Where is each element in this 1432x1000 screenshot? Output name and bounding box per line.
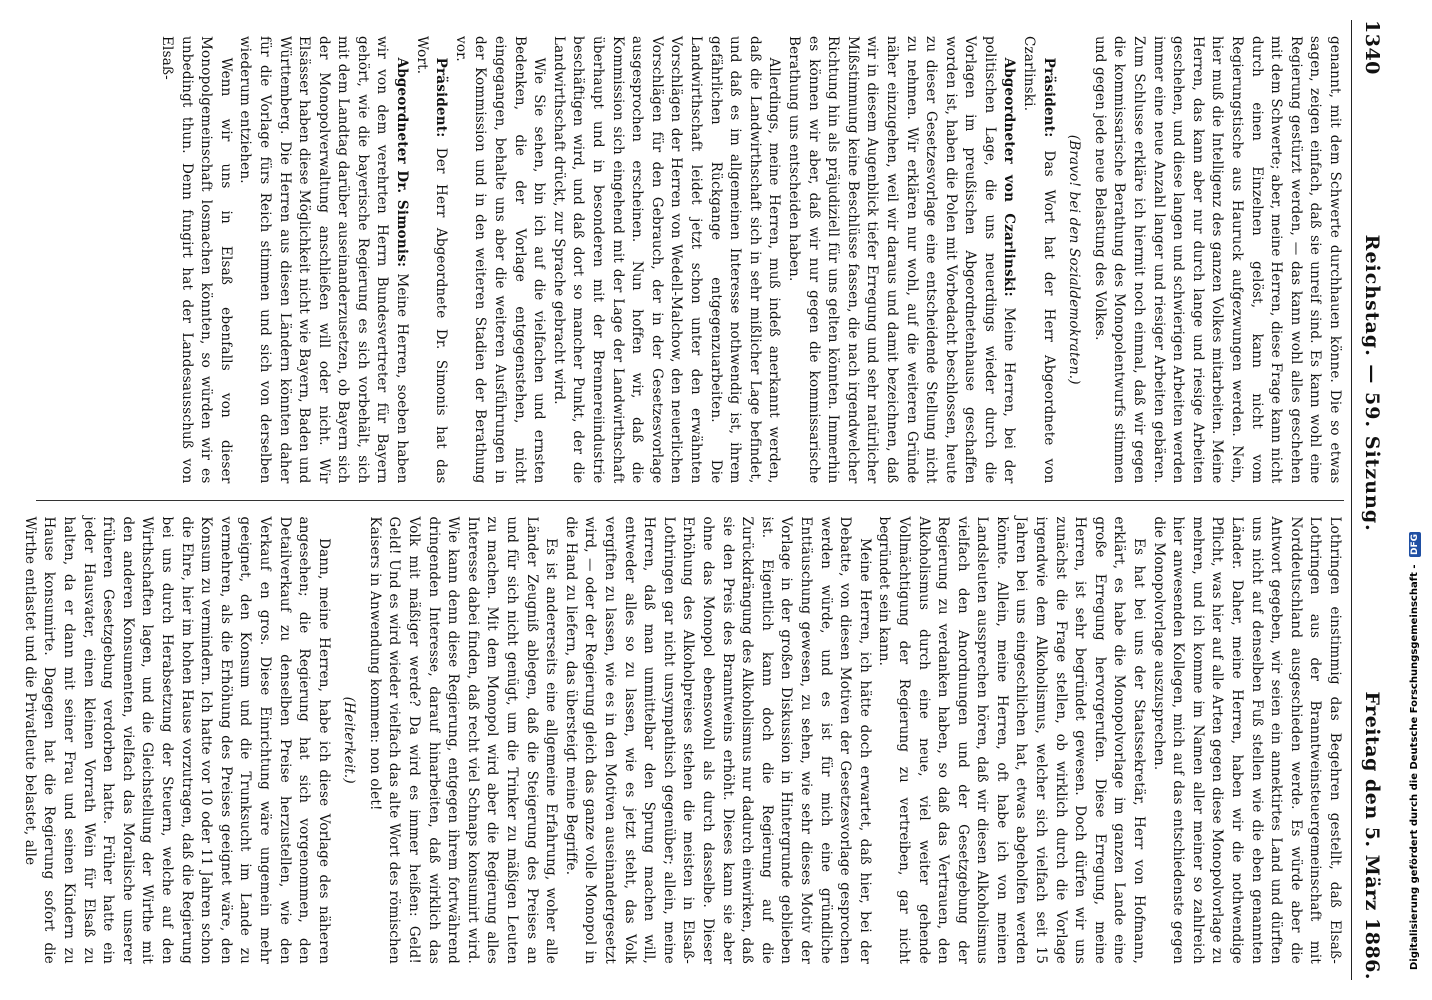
text-columns <box>21 20 1344 980</box>
page-header <box>1351 20 1392 980</box>
paragraph: Lothringen einstimmig das Begehren gestellt, daß Elsaß-Lothringen aus der Branntweinsteuergemeinschaft mit Norddeutschland ausgeschieden werde. Es würde aber die Antwort gegeben, wir seien ein annektirtes Land und dürften uns nicht auf denselben Fuß stellen wie die eben genannten Länder. Daher, meine Herren, haben wir die nothwendige Pflicht, was hier auf alle Arten gegen diese Monopolvorlage zu mehren, und ich komme im Namen aller meiner so zahlreich hier anwesenden Kollegen, mich auf das entschiedenste gegen die Monopolvorlage auszusprechen. <box>1150 516 1343 964</box>
paragraph: Es hat bei uns der Staatssekretär, Herr von Hofmann, erklärt, es habe die Monopolvorlage im ganzen Lande eine große Erregung hervorgerufen. Diese Erregung, meine Herren, ist sehr begründet gewesen. Doch dürfen wir uns zunächst die Frage stellen, ob wirklich durch die Vorlage irgendwie dem Alkoholismus, welcher sich vielfach seit 15 Jahren bei uns eingeschlichen hat, etwas abgeholfen werden könnte. Allein, meine Herren, oft habe ich von meinen Landsleuten aussprechen hören, daß wir diesen Alkoholismus vielfach den Anordnungen und der Gesetzgebung der Regierung zu verdanken haben, so daß das Vertrauen, den Alkoholismus durch eine neue, viel weiter gehende Vollmächtigung der Regierung zu vertreiben, gar nicht begründet sein kann. <box>876 516 1148 964</box>
paragraph: Dann, meine Herren, habe ich diese Vorlage des näheren angesehen; die Regierung hat sich vorgenommen, den Detailverkauf zu denselben Preise herzustellen, wie den Verkauf en gros. Diese Einrichtung wäre ungemein mehr geeignet, den Konsum und die Trunksucht im Lande zu vermehren, als die Erhöhung des Preises geeignet wäre, den Konsum zu vermindern. Ich hatte vor 10 oder 11 Jahren schon die Ehre, hier im hohen Hause vorzutragen, daß die Regierung bei uns durch Herabsetzung der Steuern, welche auf den Wirthschaften lagen, und die Gleichstellung der Wirthe mit den anderen Konsumenten, vielfach das Moralische unserer früheren Gesetzgebung verdorben hatte. Früher hatte ein jeder Hausvater, einen kleinen Vorrath Wein für Elsaß zu halten, da er dann mit seiner Frau und seinen Kindern zu Hause konsumirte. Dagegen hat die Regierung sofort die Wirthe entlastet und die Privatleute belastet, alle <box>21 516 332 964</box>
page-number: 1340 <box>1361 20 1383 75</box>
speaker-label: Abgeordneter von Czarlinski: <box>1001 57 1018 297</box>
dfg-logo: DFG <box>1410 533 1420 555</box>
scanned-page <box>20 0 1400 1000</box>
paragraph: Allerdings, meine Herren, muß indeß anerkannt werden, daß die Landwirthschaft sich in sehr mißlicher Lage befindet, und daß es im allgemeinen Interesse nothwendig ist, ihrem gefährlichen Rückgange entgegenzuarbeiten. Die Landwirthschaft leidet jetzt schon unter den erwähnten Vorschlägen der Herren von Wedell-Malchow, den neuerlichen Vorschlägen für den Gebrauch, der in der Gesetzesvorlage ausgesprochen erscheinen. Nun hoffen wir, daß die Kommission sich eingehend mit der Lage der Landwirthschaft überhaupt und in besonderen mit der Brennereiindustrie beschäftigen wird, und daß dort so mancher Punkt, der die Landwirthschaft drückt, zur Sprache gebracht wird. <box>550 36 783 484</box>
funding-note <box>1409 532 1421 970</box>
paragraph: Wie Sie sehen, bin ich auf die vielfachen und ernsten Bedenken, die der Vorlage entgegenstehen, nicht eingegangen, behalte uns aber die weiteren Ausführungen in der Kommission und in den weiteren Stadien der Berathung vor. <box>452 36 548 484</box>
paragraph: Meine Herren, soeben haben wir von dem verehrten Herrn Bundesvertreter für Bayern gehört, wie die bayerische Regierung es sich vorbehält, sich mit dem Landtag darüber auseinanderzusetzen, ob Bayern sich der Monopolverwaltung anschließen will oder nicht. Wir Elsässer haben diese Möglichkeit nicht wie Bayern, Baden und Württemberg. Die Herren aus diesen Ländern könnten daher für die Vorlage fürs Reich stimmen und sich von derselben wiederum entziehen. <box>237 36 411 484</box>
session-title: Reichstag. — 59. Sitzung. <box>1361 234 1383 532</box>
paragraph: Meine Herren, ich hätte doch erwartet, daß hier, bei der Debatte, von diesen Motiven der Gesetzesvorlage gesprochen werden würde, und es ist für mich eine gründliche Enttäuschung gewesen, zu sehen, wie sehr dieses Motiv der Vorlage in der großen Diskussion in Hintergrunde geblieben ist. Eigentlich kann doch die Regierung auf die Zurückdrängung des Alkoholismus nur dadurch einwirken, daß sie den Preis des Branntweins erhöht. Dieses kann sie aber ohne das Monopol ebensowohl als durch dasselbe. Dieser Erhöhung des Alkoholpreises stehen die meisten in Elsaß-Lothringen gar nicht unsympathisch gegenüber; allein, meine Herren, daß man unmittelbar den Sprung machen will, entweder alles so zu lassen, wie es jetzt steht, das Volk vergiften zu lassen, wie es in den Motiven auseinandergesetzt wird, — oder der Regierung gleich das ganze volle Monopol in die Hand zu liefern, das übersteigt meine Begriffe. <box>562 516 873 964</box>
dfg-sidebar <box>1404 10 1426 970</box>
left-column <box>36 20 1344 500</box>
funding-text: Digitalisierung gefördert durch die Deutsche Forschungsgemeinschaft - <box>1409 564 1420 970</box>
speaker-text: Der Herr Abgeordnete Dr. Simonis hat das Wort. <box>413 36 450 484</box>
session-date: Freitag den 5. März 1886. <box>1361 691 1383 980</box>
paragraph: Meine Herren, bei der politischen Lage, die uns neuerdings wieder durch die Vorlagen im preußischen Abgeordnetenhause geschaffen worden ist, haben die Polen mit Vorbedacht beschlossen, heute zu dieser Gesetzesvorlage eine entscheidende Stellung nicht zu nehmen. Wir erklären nur wohl, auf die weiteren Gründe näher einzugehen, weil wir daraus und damit bezeichnen, daß wir in diesem Augenblick tiefer Erregung und sehr natürlicher Mißstimmung keine Beschlüsse fassen, die nach irgendwelcher Richtung hin als präjudiziell für uns gelten könnten. Immerhin es können wir aber, daß wir nur gegen die kommissarische Berathung uns entscheiden haben. <box>785 36 1018 484</box>
laughter-note: (Heiterkeit.) <box>341 696 358 784</box>
paragraph: genannt, mit dem Schwerte durchhauen könne. Die so etwas sagen, zeigen einfach, daß sie unreif sind. Es kann wohl eine Regierung gestürzt werden, — das kann wohl alles geschehen mit dem Schwerte; aber, meine Herren, diese Frage kann nicht durch einen Einzelnen gelöst, kann nicht vom Regierungstische aus Hauruck aufgezwungen werden. Nein, hier muß die Intelligenz des ganzen Volkes mitarbeiten. Meine Herren, das kann aber nur durch lange und riesige Arbeiten geschehen, und diese langen und schwierigen Arbeiten werden immer eine neue Anzahl langer und riesiger Arbeiten gebären. Zum Schlusse erkläre ich hiermit noch einmal, daß wir gegen die kommissarische Berathung des Monopolentwurfs stimmen und gegen jede neue Belastung des Volkes. <box>1091 36 1343 484</box>
speaker-label: Präsident: <box>433 57 450 138</box>
right-column <box>21 500 1344 981</box>
speaker-text: Das Wort hat der Herr Abgeordnete von Czarlinski. <box>1021 36 1057 484</box>
paragraph: Wenn wir uns in Elsaß ebenfalls von dieser Monopolgemeinschaft losmachen könnten, so würden wir es unbedingt thun. Denn fungirt hat der Landesausschuß von Elsaß- <box>158 36 234 484</box>
paragraph: Es ist andererseits eine allgemeine Erfahrung, woher alle Länder Zeugniß ablegen, daß die Steigerung des Preises an und für sich nicht genügt, um die Trinker zu mäßigen Leuten zu machen. Mit dem Monopol wird aber die Regierung alles Interesse dabei finden, daß recht viel Schnaps konsumirt wird. Wie kann denn diese Regierung, entgegen ihrem fortwährend dringenden Interesse, darauf hinarbeiten, daß wirklich das Volk mit mäßiger werde? Da wird es immer heißen: Geld! Geld! Und es wird wieder vielfach das alte Wort des römischen Kaisers in Anwendung kommen: non olet! <box>366 516 560 964</box>
speaker-label: Präsident: <box>1040 57 1057 138</box>
speaker-label: Abgeordneter Dr. Simonis: <box>394 57 411 268</box>
applause-note: (Bravo! bei den Sozialdemokraten.) <box>1066 134 1083 385</box>
